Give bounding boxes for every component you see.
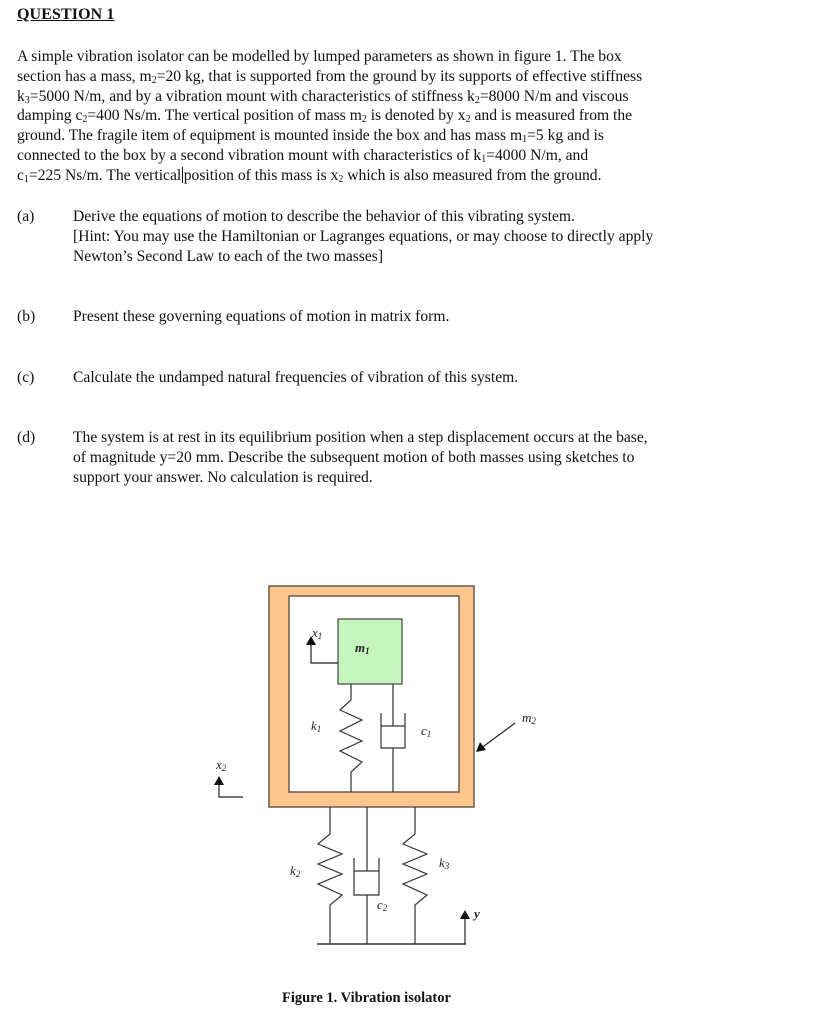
subscript: 1 bbox=[522, 134, 528, 146]
damper-c2 bbox=[354, 807, 379, 944]
text-line: The system is at rest in its equilibrium position when a step displacement occurs at the base, bbox=[73, 429, 648, 446]
spring-k3 bbox=[403, 807, 427, 944]
arrow-up-icon bbox=[460, 910, 470, 919]
text-line: Derive the equations of motion to describe the behavior of this vibrating system. bbox=[73, 208, 575, 225]
part-label: (b) bbox=[17, 308, 36, 325]
c2-label: c2 bbox=[377, 897, 388, 913]
text-line: ground. The fragile item of equipment is mounted inside the box and has mass $m_1=5$ kg and is bbox=[17, 127, 604, 146]
subscript: 2 bbox=[465, 114, 471, 126]
text-line: Calculate the undamped natural frequencies of vibration of this system. bbox=[73, 369, 519, 386]
text-line: damping $c_2=400$ Ns/m. The vertical position of mass $m_2$ is denoted by $x_2$ and is measured from the bbox=[17, 107, 633, 126]
text-line: [Hint: You may use the Hamiltonian or Lagranges equations, or may choose to directly apply bbox=[73, 227, 654, 245]
subscript: 2 bbox=[151, 74, 157, 86]
k3-label: k3 bbox=[439, 855, 450, 871]
spring-k2 bbox=[318, 807, 342, 944]
y-label: y bbox=[474, 906, 480, 921]
m2-label: m2 bbox=[522, 710, 536, 726]
subscript: 2 bbox=[361, 114, 367, 126]
subscript: 1 bbox=[23, 173, 29, 185]
text-line: connected to the box by a second vibration mount with characteristics of $k_1=4000$ N/m, and bbox=[17, 146, 589, 165]
arrow-icon bbox=[476, 742, 486, 752]
text-line: Present these governing equations of motion in matrix form. bbox=[73, 308, 450, 325]
part-label: (d) bbox=[17, 429, 36, 446]
figure-caption: Figure 1. Vibration isolator bbox=[282, 990, 451, 1006]
text-line: support your answer. No calculation is required. bbox=[73, 468, 373, 486]
text-line: $k_3=5000$ N/m, and by a vibration mount with characteristics of stiffness $k_2=8000$ N/m and viscous bbox=[17, 87, 629, 106]
text-line: Newton’s Second Law to each of the two masses] bbox=[73, 247, 384, 265]
part-label: (a) bbox=[17, 208, 35, 225]
text-line: of magnitude y=20 mm. Describe the subsequent motion of both masses using sketches to bbox=[73, 448, 635, 466]
x2-displacement-indicator bbox=[214, 776, 243, 797]
text-line: A simple vibration isolator can be modelled by lumped parameters as shown in figure 1. The box bbox=[17, 48, 622, 65]
arrow-up-icon bbox=[214, 776, 224, 785]
x2-label: x2 bbox=[216, 757, 227, 773]
k2-label: k2 bbox=[290, 863, 301, 879]
subscript: 2 bbox=[474, 94, 480, 106]
subscript: 1 bbox=[481, 153, 487, 165]
k1-label: k1 bbox=[311, 718, 322, 734]
x1-label: x1 bbox=[312, 625, 323, 641]
c1-label: c1 bbox=[421, 723, 432, 739]
question-heading: QUESTION 1 bbox=[17, 6, 115, 23]
m2-pointer-line bbox=[480, 723, 515, 749]
text-line: $c_1=225$ Ns/m. The vertical position of this mass is $x_2$ which is also measured from the ground. bbox=[17, 166, 602, 185]
subscript: 2 bbox=[82, 114, 88, 126]
part-label: (c) bbox=[17, 369, 35, 386]
text-line: section has a mass, $m_2=20$ kg, that is supported from the ground by its supports of effective stiffness bbox=[17, 67, 643, 86]
subscript: 2 bbox=[338, 173, 344, 185]
mass-m1-label: m1 bbox=[355, 640, 370, 656]
mass-m1-block bbox=[338, 619, 402, 684]
subscript: 3 bbox=[24, 94, 30, 106]
